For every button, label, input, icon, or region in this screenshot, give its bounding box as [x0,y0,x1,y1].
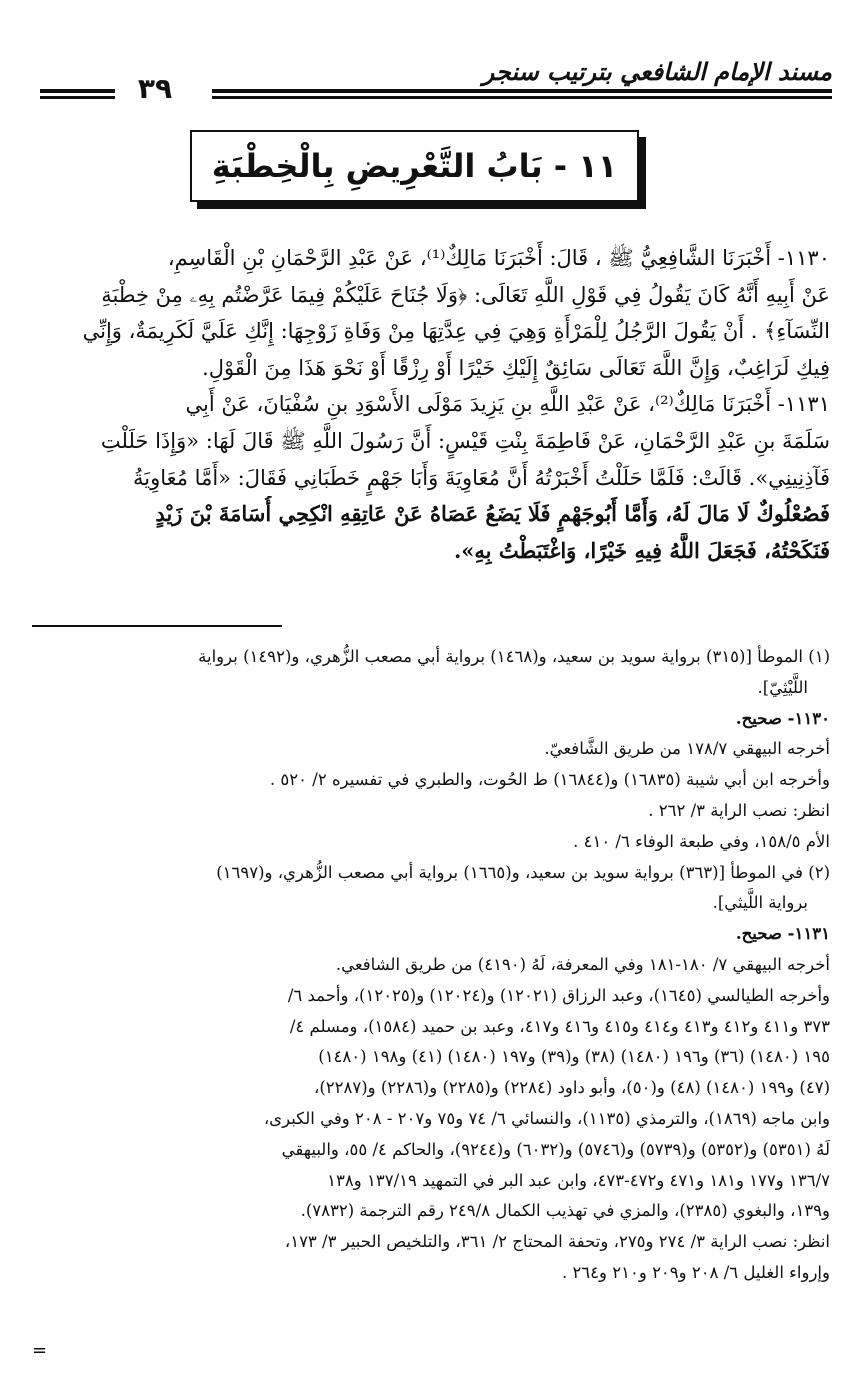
footnote-line: ١٣٦/٧ و١٧٧ و١٨١ و٤٧١ و٤٧٢-٤٧٣، وابن عبد البر في التمهيد ١٣٧/١٩ و١٣٨ [327,1170,830,1190]
main-line: فَآذِنِينِي». قَالَتْ: فَلَمَّا حَلَلْتُ أَخْبَرْتُهُ أَنَّ مُعَاوِيَةَ وَأَبَا جَهْمٍ خَطَبَانِي فَقَالَ: «أَمَّا مُعَاوِيَةُ [132,465,830,490]
footnote-line: ١٩٥ (١٤٨٠) (٣٦) و١٩٦ (١٤٨٠) (٣٨) و(٣٩) و١٩٧ (١٤٨٠) (٤١) و١٩٨ (١٤٨٠) [318,1047,830,1067]
footnote-line: (٤٧) و١٩٩ (١٤٨٠) (٤٨) و(٥٠)، وأبو داود (٢٢٨٤) و(٢٢٨٥) و(٢٢٨٦) و(٢٢٨٧)، [314,1078,830,1098]
header-double-rule [212,89,832,99]
main-line: فَنَكَحْتُهُ، فَجَعَلَ اللَّهُ فِيهِ خَيْرًا، وَاغْتَبَطْتُ بِهِ». [453,537,830,563]
page-number: ٣٩ [137,72,173,105]
footnote-line: وإرواء الغليل ٦/ ٢٠٨ و٢٠٩ و٢١٠ و٢٦٤ . [561,1262,830,1282]
main-line: ١١٣٠- أَخْبَرَنَا الشَّافِعِيُّ ﷺ ، قَالَ: أَخْبَرَنَا مَالِكٌ⁽¹⁾، عَنْ عَبْدِ الرَّحْمَانِ بْنِ الْقَاسِمِ، [167,246,830,270]
footnote-line: أخرجه البيهقي ١٧٨/٧ من طريق الشَّافعيّ. [544,739,830,759]
main-text [30,240,830,569]
footnote-line: لَهُ (٥٣٥١) و(٥٣٥٢) و(٥٧٣٩) و(٥٧٤٦) و(٦٠٣٢) و(٩٢٤٤)، والحاكم ٤/ ٥٥، والبيهقي [281,1139,830,1159]
footnote-line: ٣٧٣ و٤١١ و٤١٢ و٤١٣ و٤١٤ و٤١٥ و٤١٦ و٤١٧، وعبد بن حميد (١٥٨٤)، ومسلم ٤/ [289,1016,830,1036]
footnotes [25,642,830,1289]
footnote-line: اللَّيْثِيّ]. [757,677,808,697]
main-line: ١١٣١- أَخْبَرَنَا مَالِكٌ⁽²⁾، عَنْ عَبْدِ اللَّهِ بنِ يَزِيدَ مَوْلَى الأَسْوَدِ بنِ سُفْيَانَ، عَنْ أَبِي [185,392,830,417]
footnote-line: ١١٣٠- صحيح. [735,708,830,728]
header-left-rule [40,89,115,99]
running-title: مسند الإمام الشافعي بترتيب سنجر [482,58,832,86]
main-line: سَلَمَةَ بنِ عَبْدِ الرَّحْمَانِ، عَنْ فَاطِمَةَ بِنْتِ قَيْسٍ: أَنَّ رَسُولَ اللَّهِ ﷺ قَالَ لَهَا: «وَإِذَا حَلَلْتِ [100,428,830,453]
main-line: النِّسَآءِ﴾ . أَنْ يَقُولَ الرَّجُلُ لِلْمَرْأَةِ وَهِيَ فِي عِدَّتِهَا مِنْ وَفَاةِ زَوْجِهَا: إِنَّكِ عَلَيَّ لَكَرِيمَةٌ، وَإِنِّي [82,319,830,344]
footnote-line: برواية اللَّيثي]. [712,893,808,913]
footnote-line: انظر: نصب الراية ٣/ ٢٧٤ و٢٧٥، وتحفة المحتاج ٢/ ٣٦١، والتلخيص الحبير ٣/ ١٧٣، [284,1232,830,1252]
footnote-line: (١) الموطأ [(٣١٥) برواية سويد بن سعيد، و(١٤٦٨) برواية أبي مصعب الزُّهري، و(١٤٩٢) برواية [198,647,830,666]
continuation-mark: = [32,1340,48,1361]
footnote-line: وأخرجه ابن أبي شيبة (١٦٨٣٥) و(١٦٨٤٤) ط الحُوت، والطبري في تفسيره ٢/ ٥٢٠ . [269,770,830,790]
footnote-separator [32,625,282,627]
footnote-line: الأم ١٥٨/٥، وفي طبعة الوفاء ٦/ ٤١٠ . [573,831,830,851]
footnote-line: و١٣٩، والبغوي (٢٣٨٥)، والمزي في تهذيب الكمال ٢٤٩/٨ رقم الترجمة (٧٨٣٢). [300,1201,830,1221]
footnote-line: وابن ماجه (١٨٦٩)، والترمذي (١١٣٥)، والنسائي ٦/ ٧٤ و٧٥ و٢٠٧ - ٢٠٨ وفي الكبرى، [263,1108,830,1128]
footnote-line: (٢) في الموطأ [(٣٦٣) برواية سويد بن سعيد، و(١٦٦٥) برواية أبي مصعب الزُّهري، و(١٦٩٧) [216,862,830,882]
chapter-heading-box [190,130,639,202]
main-line: فَصُعْلُوكٌ لَا مَالَ لَهُ، وَأَمَّا أَبُوجَهْمٍ فَلَا يَضَعُ عَصَاهُ عَنْ عَاتِقِهِ انْكِحِي أُسَامَةَ بْنَ زَيْدٍ [155,501,830,527]
footnote-line: انظر: نصب الراية ٣/ ٢٦٢ . [648,800,830,820]
footnote-line: أخرجه البيهقي ٧/ ١٨٠-١٨١ وفي المعرفة، لَهُ (٤١٩٠) من طريق الشافعي. [335,954,830,974]
main-line: عَنْ أَبِيهِ أَنَّهُ كَانَ يَقُولُ فِي قَوْلِ اللَّهِ تَعَالَى: ﴿وَلَا جُنَاحَ عَلَيْكُمْ فِيمَا عَرَّضْتُم بِهِۦ مِنْ خِطْبَةِ [101,282,830,307]
main-line: فِيكِ لَرَاغِبٌ، وَإِنَّ اللَّهَ تَعَالَى سَائِقٌ إِلَيْكِ خَيْرًا أَوْ رِزْقًا أَوْ نَحْوَ هَذَا مِنَ الْقَوْلِ. [202,355,830,380]
footnote-line: وأخرجه الطيالسي (١٦٤٥)، وعبد الرزاق (١٢٠٢١) و(١٢٠٢٤) و(١٢٠٢٥)، وأحمد ٦/ [287,985,830,1005]
footnote-line: ١١٣١- صحيح. [735,924,830,944]
chapter-title: ١١ - بَابُ التَّعْرِيضِ بِالْخِطْبَةِ [211,147,618,185]
